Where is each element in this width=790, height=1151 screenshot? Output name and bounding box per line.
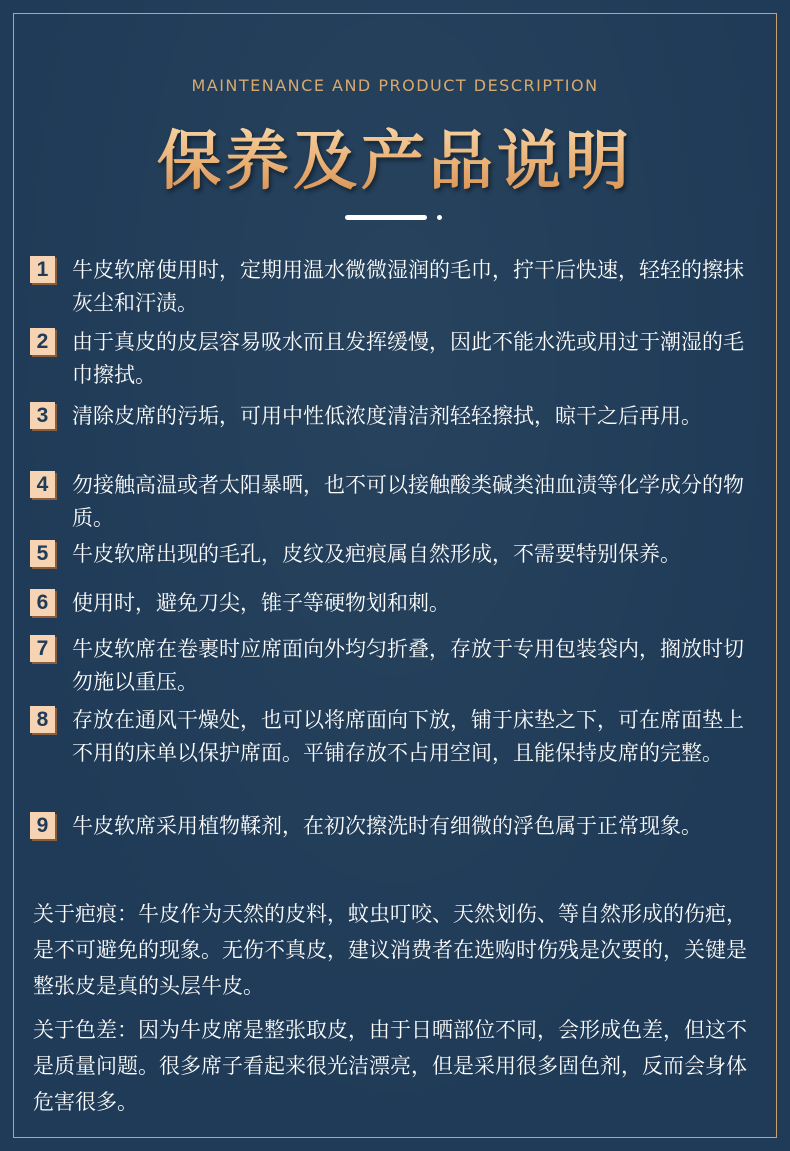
title-divider — [345, 215, 445, 221]
divider-dot — [437, 215, 442, 220]
item-number-badge: 7 — [30, 635, 55, 662]
item-number-badge: 9 — [30, 812, 55, 839]
item-text: 由于真皮的皮层容易吸水而且发挥缓慢，因此不能水洗或用过于潮湿的毛巾擦拭。 — [72, 330, 744, 387]
item-number-badge: 2 — [30, 328, 55, 355]
item-text: 清除皮席的污垢，可用中性低浓度清洁剂轻轻擦拭，晾干之后再用。 — [72, 404, 702, 428]
note-color-difference: 关于色差：因为牛皮席是整张取皮，由于日晒部位不同，会形成色差，但这不是质量问题。很多席子看起来很光洁漂亮，但是采用很多固色剂，反而会身体危害很多。 — [33, 1018, 747, 1114]
item-number-badge: 5 — [30, 540, 55, 567]
item-number-badge: 6 — [30, 589, 55, 616]
divider-bar — [345, 215, 427, 220]
item-number-badge: 4 — [30, 471, 55, 498]
item-text: 牛皮软席使用时，定期用温水微微湿润的毛巾，拧干后快速，轻轻的擦抹灰尘和汗渍。 — [72, 258, 744, 315]
item-number-badge: 3 — [30, 402, 55, 429]
item-text: 牛皮软席出现的毛孔，皮纹及疤痕属自然形成，不需要特别保养。 — [72, 542, 681, 566]
item-text: 使用时，避免刀尖，锥子等硬物划和刺。 — [72, 591, 450, 615]
note-scars: 关于疤痕：牛皮作为天然的皮料，蚊虫叮咬、天然划伤、等自然形成的伤疤，是不可避免的现象。无伤不真皮，建议消费者在选购时伤残是次要的，关键是整张皮是真的头层牛皮。 — [33, 902, 747, 998]
item-text: 勿接触高温或者太阳暴晒，也不可以接触酸类碱类油血渍等化学成分的物质。 — [72, 473, 744, 530]
page-subtitle: MAINTENANCE AND PRODUCT DESCRIPTION — [191, 76, 599, 95]
item-number-badge: 1 — [30, 256, 55, 283]
item-text: 牛皮软席在卷裹时应席面向外均匀折叠，存放于专用包装袋内，搁放时切勿施以重压。 — [72, 637, 744, 694]
page-title: 保养及产品说明 — [0, 110, 790, 202]
item-number-badge: 8 — [30, 706, 55, 733]
item-text: 牛皮软席采用植物鞣剂，在初次擦洗时有细微的浮色属于正常现象。 — [72, 814, 702, 838]
item-text: 存放在通风干燥处，也可以将席面向下放，铺于床垫之下，可在席面垫上不用的床单以保护席面。平铺存放不占用空间，且能保持皮席的完整。 — [72, 708, 744, 765]
